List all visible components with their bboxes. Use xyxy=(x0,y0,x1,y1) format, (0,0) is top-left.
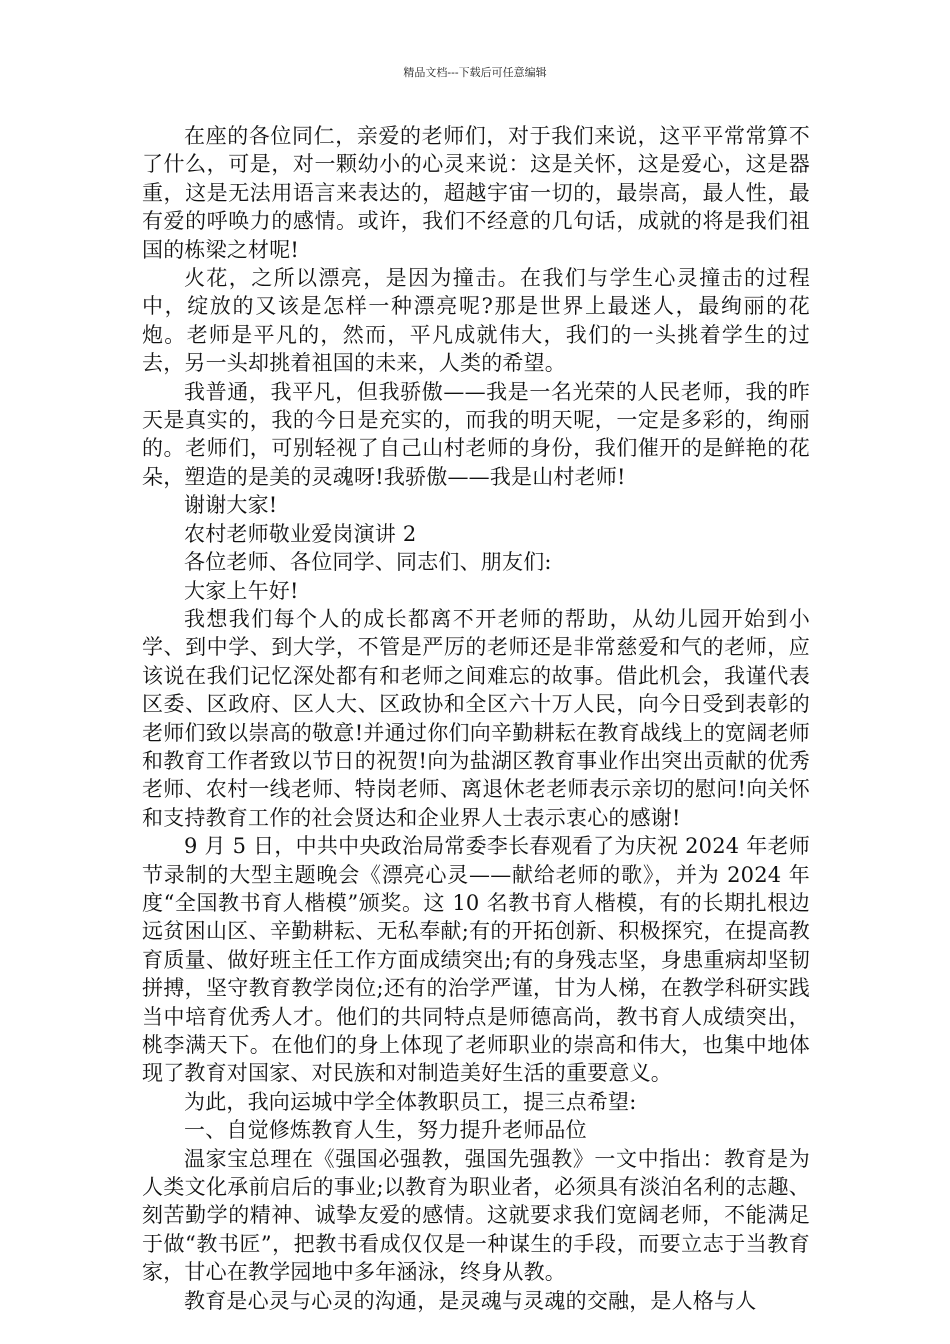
greeting: 大家上午好! xyxy=(184,578,299,603)
section-title: 农村老师敬业爱岗演讲 2 xyxy=(184,521,417,546)
page-header: 精品文档---下载后可任意编辑 xyxy=(403,66,547,79)
paragraph-5: 9 月 5 日，中共中央政治局常委李长春观看了为庆祝 2024 年老师节录制的大型主题晚会《漂亮心灵——献给老师的歌》，并为 2024 年度“全国教书育人楷模”颁奖。这 10 名教书育人楷模，有的长期扎根边远贫困山区、辛勤耕耘、无私奉献;有的开拓创新、积极探究，在提高教育质量、做好班主任工作方面成绩突出;有的身残志坚，身患重病却坚韧拼搏，坚守教育教学岗位;还有的治学严谨，甘为人梯，在教学科研实践当中培育优秀人才。他们的共同特点是师德高尚，教书育人成绩突出，桃李满天下。在他们的身上体现了老师职业的崇高和伟大，也集中地体现了教育对国家、对民族和对制造美好生活的重要意义。 xyxy=(142,834,810,1086)
paragraph-4: 我想我们每个人的成长都离不开老师的帮助，从幼儿园开始到小学、到中学、到大学，不管是严厉的老师还是非常慈爱和气的老师，应该说在我们记忆深处都有和老师之间难忘的故事。借此机会，我谨代表区委、区政府、区人大、区政协和全区六十万人民，向今日受到表彰的老师们致以崇高的敬意!并通过你们向辛勤耕耘在教育战线上的宽阔老师和教育工作者致以节日的祝贺!向为盐湖区教育事业作出突出贡献的优秀老师、农村一线老师、特岗老师、离退休老老师表示亲切的慰问!向关怀和支持教育工作的社会贤达和企业界人士表示衷心的感谢! xyxy=(142,606,810,830)
paragraph-8: 教育是心灵与心灵的沟通，是灵魂与灵魂的交融，是人格与人 xyxy=(184,1288,757,1313)
paragraph-1: 在座的各位同仁，亲爱的老师们，对于我们来说，这平平常常算不了什么，可是，对一颗幼小的心灵来说：这是关怀，这是爱心，这是器重，这是无法用语言来表达的，超越宇宙一切的，最崇高，最人性，最有爱的呼唤力的感情。或许，我们不经意的几句话，成就的将是我们祖国的栋梁之材呢! xyxy=(142,124,810,262)
paragraph-6: 为此，我向运城中学全体教职员工，提三点希望: xyxy=(184,1089,637,1114)
salutation: 各位老师、各位同学、同志们、朋友们: xyxy=(184,550,552,575)
subheading-1: 一、自觉修炼教育人生，努力提升老师品位 xyxy=(184,1118,587,1143)
paragraph-2: 火花，之所以漂亮，是因为撞击。在我们与学生心灵撞击的过程中，绽放的又该是怎样一种漂亮呢?那是世界上最迷人，最绚丽的花炮。老师是平凡的，然而，平凡成就伟大，我们的一头挑着学生的过去，另一头却挑着祖国的未来，人类的希望。 xyxy=(142,266,810,376)
closing-thanks: 谢谢大家! xyxy=(184,493,278,518)
paragraph-3: 我普通，我平凡，但我骄傲——我是一名光荣的人民老师，我的昨天是真实的，我的今日是充实的，而我的明天呢，一定是多彩的，绚丽的。老师们，可别轻视了自己山村老师的身份，我们催开的是鲜艳的花朵，塑造的是美的灵魂呀!我骄傲——我是山村老师! xyxy=(142,379,810,489)
paragraph-7: 温家宝总理在《强国必强教，强国先强教》一文中指出：教育是为人类文化承前启后的事业;以教育为职业者，必须具有淡泊名利的志趣、刻苦勤学的精神、诚挚友爱的感情。这就要求我们宽阔老师，不能满足于做“教书匠”，把教书看成仅仅是一种谋生的手段，而要立志于当教育家，甘心在教学园地中多年涵泳，终身从教。 xyxy=(142,1146,810,1285)
document-body xyxy=(142,122,810,1315)
